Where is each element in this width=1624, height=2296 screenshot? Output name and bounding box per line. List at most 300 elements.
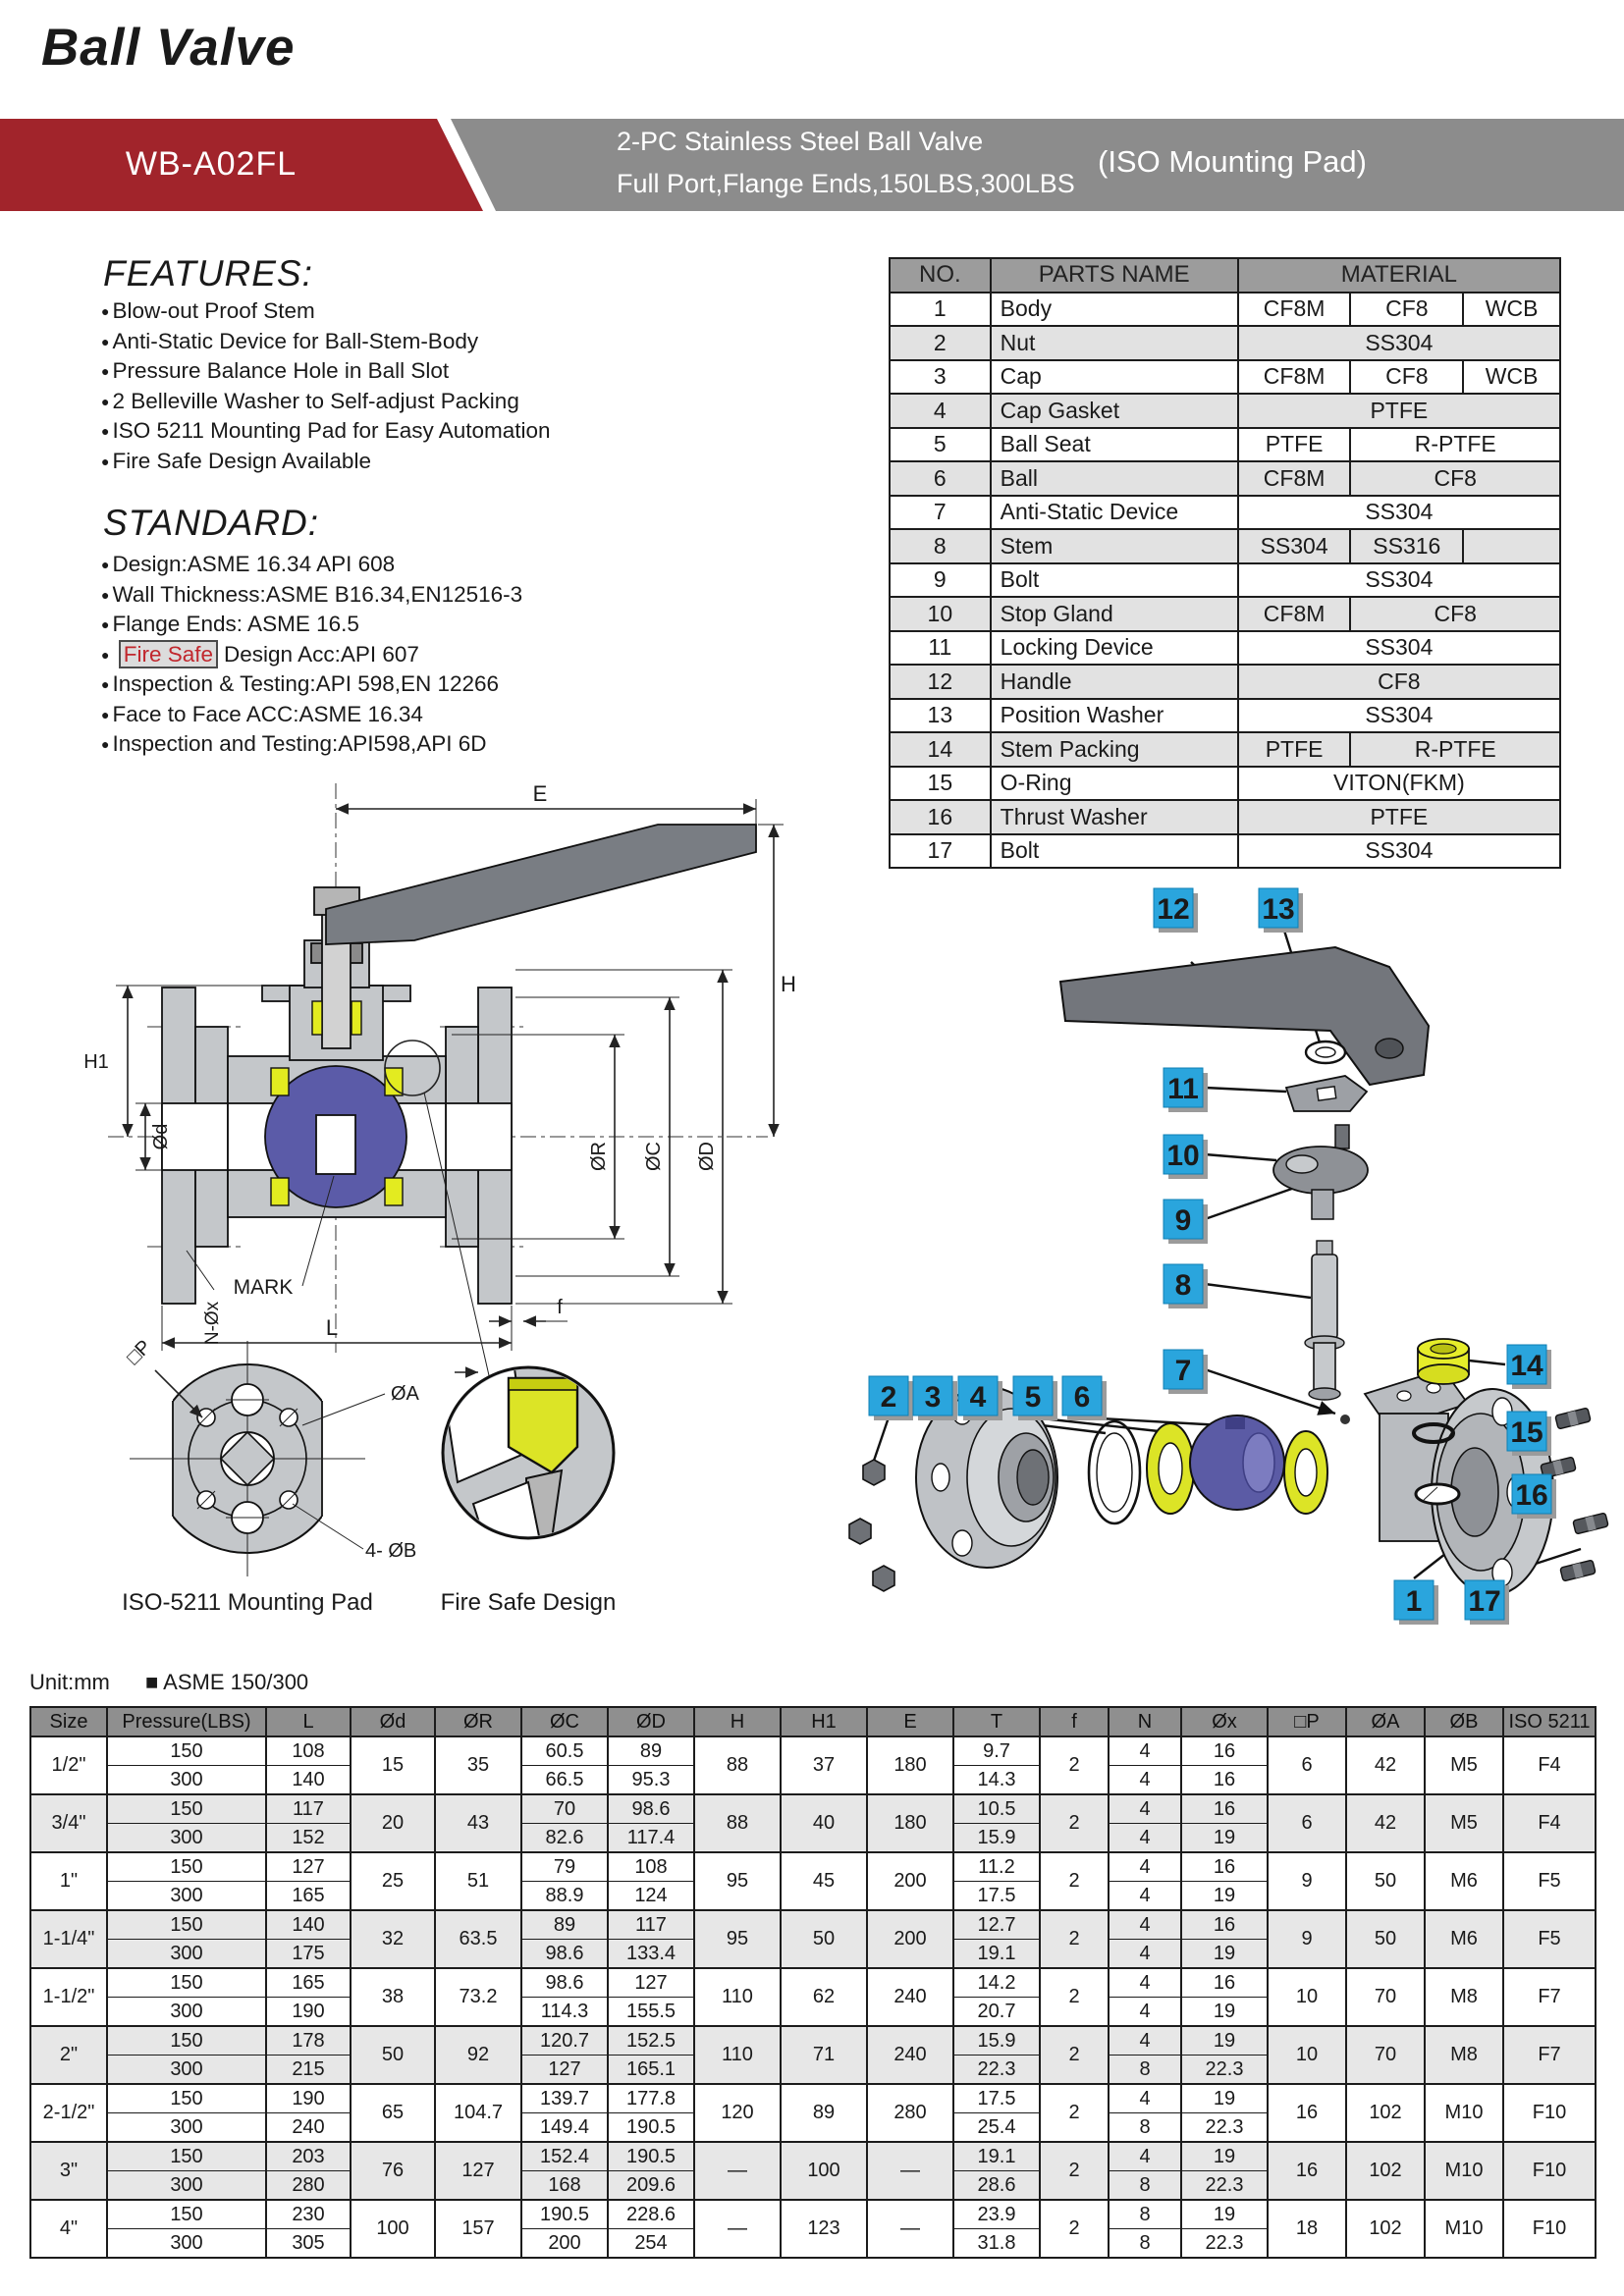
dim-cell: 127	[521, 2056, 608, 2085]
part-name: Ball Seat	[991, 428, 1238, 462]
svg-text:L: L	[325, 1315, 339, 1340]
dim-cell: 127	[435, 2142, 521, 2200]
dim-cell: 150	[107, 2200, 266, 2229]
parts-table-row	[890, 461, 1560, 496]
dim-cell: 152.4	[521, 2142, 608, 2171]
dim-cell: 20	[351, 1794, 435, 1852]
dim-row-150	[30, 1910, 1596, 1940]
dim-cell: 31.8	[953, 2229, 1040, 2259]
dim-cell: 150	[107, 2142, 266, 2171]
dim-cell: 150	[107, 1852, 266, 1882]
dim-cell: 89	[781, 2084, 867, 2142]
part-no: 9	[890, 563, 991, 598]
part-material: WCB	[1463, 293, 1560, 327]
dim-col-header: Pressure(LBS)	[107, 1707, 266, 1736]
tag-10	[1164, 1135, 1208, 1179]
dim-cell: 1-1/4"	[30, 1910, 107, 1968]
dim-col-header: Øx	[1181, 1707, 1268, 1736]
tag-7	[1164, 1350, 1208, 1394]
svg-text:H1: H1	[83, 1051, 109, 1073]
dim-cell: 127	[608, 1968, 694, 1998]
parts-table-row	[890, 800, 1560, 834]
svg-text:11: 11	[1167, 1073, 1199, 1105]
parts-table-row	[890, 699, 1560, 733]
dim-cell: —	[867, 2142, 953, 2200]
dim-cell: 180	[867, 1794, 953, 1852]
parts-table-header	[890, 258, 1560, 293]
parts-table-row	[890, 597, 1560, 631]
cap-gasket-part	[1089, 1421, 1140, 1523]
dim-cell: 150	[107, 2026, 266, 2056]
part-material	[1463, 529, 1560, 563]
part-no: 17	[890, 834, 991, 869]
standard-item-firesafe: ● Fire Safe Design Acc:API 607	[101, 640, 522, 670]
dim-cell: 35	[435, 1736, 521, 1794]
dim-row-150	[30, 2026, 1596, 2056]
part-material: SS304	[1238, 496, 1560, 530]
dim-cell: 4	[1109, 2026, 1181, 2056]
dim-cell: 66.5	[521, 1766, 608, 1795]
tag-5	[1013, 1376, 1057, 1420]
dim-cell: 110	[694, 2026, 781, 2084]
dim-cell: 2	[1040, 1968, 1109, 2026]
dim-cell: 305	[266, 2229, 351, 2259]
dim-cell: 25.4	[953, 2113, 1040, 2143]
dim-cell: 300	[107, 1998, 266, 2027]
dim-cell: 25	[351, 1852, 435, 1910]
svg-text:4: 4	[969, 1381, 987, 1414]
dim-cell: 42	[1346, 1736, 1425, 1794]
dim-cell: F10	[1503, 2142, 1596, 2200]
standard-item: ● Face to Face ACC:ASME 16.34	[101, 700, 522, 730]
part-name: Nut	[991, 326, 1238, 360]
part-name: Cap Gasket	[991, 394, 1238, 428]
svg-text:MARK: MARK	[233, 1276, 294, 1299]
parts-table-row	[890, 293, 1560, 327]
part-material: CF8M	[1238, 360, 1351, 395]
dim-cell: 15	[351, 1736, 435, 1794]
part-material: CF8M	[1238, 597, 1351, 631]
dim-cell: 4	[1109, 1794, 1181, 1824]
part-name: Position Washer	[991, 699, 1238, 733]
tag-6	[1062, 1376, 1107, 1420]
dim-cell: 19	[1181, 1824, 1268, 1853]
part-no: 6	[890, 461, 991, 496]
part-name: Anti-Static Device	[991, 496, 1238, 530]
parts-table-row	[890, 631, 1560, 666]
banner-description-line1: 2-PC Stainless Steel Ball Valve	[617, 127, 984, 156]
col-material: MATERIAL	[1238, 258, 1560, 293]
dim-cell: 110	[694, 1968, 781, 2026]
parts-table-row	[890, 563, 1560, 598]
col-no: NO.	[890, 258, 991, 293]
dim-cell: 19	[1181, 1998, 1268, 2027]
part-no: 1	[890, 293, 991, 327]
dim-cell: 6	[1268, 1736, 1346, 1794]
dim-cell: 1"	[30, 1852, 107, 1910]
parts-table-row	[890, 767, 1560, 801]
dim-cell: 8	[1109, 2113, 1181, 2143]
dim-cell: 150	[107, 2084, 266, 2113]
dim-cell: 82.6	[521, 1824, 608, 1853]
fire-safe-caption: Fire Safe Design	[440, 1589, 617, 1616]
dim-cell: 104.7	[435, 2084, 521, 2142]
dim-cell: 9	[1268, 1910, 1346, 1968]
dim-cell: 16	[1181, 1852, 1268, 1882]
dim-cell: 102	[1346, 2200, 1425, 2258]
dim-col-header: ØC	[521, 1707, 608, 1736]
part-no: 3	[890, 360, 991, 395]
dim-cell: M10	[1425, 2142, 1503, 2200]
dim-cell: 2	[1040, 2142, 1109, 2200]
part-material: SS304	[1238, 563, 1560, 598]
svg-text:14: 14	[1510, 1350, 1543, 1382]
dim-cell: 2	[1040, 2084, 1109, 2142]
dim-col-header: H1	[781, 1707, 867, 1736]
svg-text:6: 6	[1073, 1381, 1091, 1414]
dim-col-header: E	[867, 1707, 953, 1736]
dim-row-150	[30, 1968, 1596, 1998]
iso-5211-pad-drawing	[122, 1336, 419, 1616]
dim-cell: 230	[266, 2200, 351, 2229]
spec-label: ■ ASME 150/300	[145, 1670, 309, 1694]
banner-description-line2: Full Port,Flange Ends,150LBS,300LBS	[617, 169, 1075, 198]
svg-text:16: 16	[1515, 1479, 1548, 1512]
dim-cell: 117	[266, 1794, 351, 1824]
part-no: 2	[890, 326, 991, 360]
part-name: Ball	[991, 461, 1238, 496]
standard-item: ● Inspection & Testing:API 598,EN 12266	[101, 669, 522, 700]
ball-part	[1190, 1415, 1284, 1510]
part-material: SS304	[1238, 699, 1560, 733]
dim-cell: 190.5	[608, 2142, 694, 2171]
part-name: Stop Gland	[991, 597, 1238, 631]
dim-cell: 1/2"	[30, 1736, 107, 1794]
part-name: Locking Device	[991, 631, 1238, 666]
dim-cell: F10	[1503, 2084, 1596, 2142]
part-no: 8	[890, 529, 991, 563]
dim-cell: 240	[867, 1968, 953, 2026]
tag-15	[1507, 1412, 1551, 1456]
dim-cell: 16	[1181, 1766, 1268, 1795]
dim-cell: 65	[351, 2084, 435, 2142]
dim-cell: 50	[351, 2026, 435, 2084]
features-heading: FEATURES:	[103, 253, 313, 294]
dim-cell: 200	[867, 1852, 953, 1910]
tag-9	[1164, 1200, 1208, 1244]
dim-cell: M6	[1425, 1910, 1503, 1968]
dim-cell: 2	[1040, 1736, 1109, 1794]
svg-text:ØC: ØC	[643, 1142, 665, 1171]
feature-item: ● Blow-out Proof Stem	[101, 296, 551, 327]
svg-text:E: E	[532, 781, 548, 806]
stop-gland-part	[1273, 1125, 1368, 1219]
dim-col-header: ISO 5211	[1503, 1707, 1596, 1736]
part-no: 4	[890, 394, 991, 428]
ball-seat-part	[1147, 1423, 1194, 1514]
part-material: CF8	[1350, 293, 1463, 327]
part-name: Stem	[991, 529, 1238, 563]
dim-cell: M10	[1425, 2200, 1503, 2258]
dim-cell: 2	[1040, 1910, 1109, 1968]
dim-cell: 300	[107, 2229, 266, 2259]
svg-text:2: 2	[880, 1381, 897, 1414]
dim-cell: 95	[694, 1910, 781, 1968]
part-no: 13	[890, 699, 991, 733]
dim-cell: 200	[521, 2229, 608, 2259]
dim-cell: 43	[435, 1794, 521, 1852]
svg-text:□P: □P	[122, 1335, 156, 1369]
dim-cell: M6	[1425, 1852, 1503, 1910]
dim-cell: 19	[1181, 2200, 1268, 2229]
dim-row-150	[30, 1794, 1596, 1824]
parts-table-row	[890, 732, 1560, 767]
dim-cell: 157	[435, 2200, 521, 2258]
dim-cell: 98.6	[521, 1940, 608, 1969]
dim-cell: 19.1	[953, 1940, 1040, 1969]
feature-item: ● Anti-Static Device for Ball-Stem-Body	[101, 327, 551, 357]
part-material: PTFE	[1238, 800, 1560, 834]
part-material: VITON(FKM)	[1238, 767, 1560, 801]
parts-table-row	[890, 394, 1560, 428]
svg-text:9: 9	[1174, 1204, 1192, 1237]
standard-item: ● Design:ASME 16.34 API 608	[101, 550, 522, 580]
svg-text:17: 17	[1468, 1585, 1501, 1618]
svg-text:7: 7	[1174, 1355, 1192, 1387]
tag-17	[1465, 1580, 1509, 1625]
dim-cell: 4	[1109, 1852, 1181, 1882]
stem-part	[1305, 1241, 1344, 1400]
dim-cell: 108	[266, 1736, 351, 1766]
dim-cell: 2	[1040, 1794, 1109, 1852]
dim-cell: 1-1/2"	[30, 1968, 107, 2026]
dim-cell: 4	[1109, 1824, 1181, 1853]
dim-cell: 88	[694, 1794, 781, 1852]
dim-cell: 19	[1181, 1940, 1268, 1969]
dim-cell: 20.7	[953, 1998, 1040, 2027]
dim-cell: 140	[266, 1766, 351, 1795]
dim-cell: 63.5	[435, 1910, 521, 1968]
dim-col-header: ØA	[1346, 1707, 1425, 1736]
dim-cell: 73.2	[435, 1968, 521, 2026]
standard-heading: STANDARD:	[103, 503, 320, 543]
dim-cell: 4	[1109, 2142, 1181, 2171]
tag-16	[1512, 1474, 1556, 1519]
tag-11	[1164, 1068, 1208, 1112]
dim-cell: 150	[107, 1968, 266, 1998]
exploded-view-drawing	[815, 844, 1620, 1659]
dim-cell: 9.7	[953, 1736, 1040, 1766]
dim-cell: 42	[1346, 1794, 1425, 1852]
dim-cell: 209.6	[608, 2171, 694, 2201]
tag-13	[1259, 888, 1303, 933]
dim-cell: 70	[1346, 2026, 1425, 2084]
dim-cell: 114.3	[521, 1998, 608, 2027]
dim-cell: 38	[351, 1968, 435, 2026]
part-material: CF8	[1350, 597, 1560, 631]
dim-cell: 17.5	[953, 1882, 1040, 1911]
dim-cell: 2	[1040, 2026, 1109, 2084]
dim-cell: M5	[1425, 1794, 1503, 1852]
dim-cell: 108	[608, 1852, 694, 1882]
dim-cell: 117	[608, 1910, 694, 1940]
dim-cell: 37	[781, 1736, 867, 1794]
dim-col-header: Size	[30, 1707, 107, 1736]
dim-cell: 300	[107, 2171, 266, 2201]
svg-text:ØR: ØR	[588, 1142, 610, 1171]
part-material: SS304	[1238, 326, 1560, 360]
features-list	[101, 296, 551, 476]
dim-cell: 4	[1109, 1998, 1181, 2027]
dim-cell: 32	[351, 1910, 435, 1968]
dim-row-150	[30, 1736, 1596, 1766]
dim-cell: 300	[107, 2113, 266, 2143]
part-material: CF8M	[1238, 461, 1351, 496]
dim-cell: 300	[107, 2056, 266, 2085]
dim-cell: 120.7	[521, 2026, 608, 2056]
dim-cell: 79	[521, 1852, 608, 1882]
dim-col-header: ØB	[1425, 1707, 1503, 1736]
parts-table-row	[890, 529, 1560, 563]
svg-text:1: 1	[1405, 1585, 1423, 1618]
dim-cell: 178	[266, 2026, 351, 2056]
dim-cell: F7	[1503, 1968, 1596, 2026]
part-material: PTFE	[1238, 732, 1351, 767]
tag-3	[913, 1376, 957, 1420]
dim-cell: 98.6	[608, 1794, 694, 1824]
dim-col-header: Ød	[351, 1707, 435, 1736]
dim-cell: 88.9	[521, 1882, 608, 1911]
dim-cell: 8	[1109, 2171, 1181, 2201]
dim-cell: 2	[1040, 1852, 1109, 1910]
dim-cell: 28.6	[953, 2171, 1040, 2201]
dim-cell: 102	[1346, 2084, 1425, 2142]
dim-cell: 190.5	[521, 2200, 608, 2229]
dim-cell: 14.3	[953, 1766, 1040, 1795]
dim-cell: 240	[867, 2026, 953, 2084]
dim-col-header: T	[953, 1707, 1040, 1736]
dim-cell: 100	[351, 2200, 435, 2258]
dim-cell: 22.3	[1181, 2229, 1268, 2259]
thrust-washer-part	[1416, 1484, 1459, 1504]
dim-cell: 16	[1181, 1794, 1268, 1824]
part-no: 7	[890, 496, 991, 530]
dim-cell: M8	[1425, 1968, 1503, 2026]
standard-item: ● Inspection and Testing:API598,API 6D	[101, 729, 522, 760]
svg-text:ØD: ØD	[696, 1142, 718, 1171]
svg-text:Ød: Ød	[150, 1123, 172, 1150]
dim-cell: 4	[1109, 1882, 1181, 1911]
dim-cell: 4	[1109, 1968, 1181, 1998]
dim-cell: 22.3	[1181, 2056, 1268, 2085]
feature-item: ● Pressure Balance Hole in Ball Slot	[101, 356, 551, 387]
dim-cell: 228.6	[608, 2200, 694, 2229]
parts-material-table	[889, 257, 1561, 869]
valve-cross-section-drawing	[69, 744, 815, 1647]
dim-cell: 102	[1346, 2142, 1425, 2200]
dim-cell: —	[694, 2142, 781, 2200]
dim-cell: 89	[608, 1736, 694, 1766]
part-material: SS304	[1238, 631, 1560, 666]
dim-col-header: L	[266, 1707, 351, 1736]
dim-cell: 71	[781, 2026, 867, 2084]
dim-cell: 9	[1268, 1852, 1346, 1910]
tag-14	[1507, 1345, 1551, 1389]
part-no: 12	[890, 665, 991, 699]
part-material: CF8M	[1238, 293, 1351, 327]
part-no: 14	[890, 732, 991, 767]
svg-text:N-Øx: N-Øx	[202, 1301, 223, 1346]
product-banner	[0, 119, 1624, 211]
dim-cell: 22.3	[1181, 2171, 1268, 2201]
dim-cell: 150	[107, 1794, 266, 1824]
dim-cell: 16	[1268, 2084, 1346, 2142]
stem-packing-part	[1418, 1339, 1469, 1384]
part-name: Cap	[991, 360, 1238, 395]
dim-cell: 4	[1109, 2084, 1181, 2113]
dim-cell: 22.3	[953, 2056, 1040, 2085]
dim-cell: 165	[266, 1968, 351, 1998]
dim-cell: 240	[266, 2113, 351, 2143]
tag-4	[958, 1376, 1002, 1420]
dim-cell: M5	[1425, 1736, 1503, 1794]
dim-cell: 62	[781, 1968, 867, 2026]
dim-cell: 2-1/2"	[30, 2084, 107, 2142]
dim-cell: —	[867, 2200, 953, 2258]
dim-cell: 60.5	[521, 1736, 608, 1766]
dim-cell: 300	[107, 1824, 266, 1853]
dim-cell: 22.3	[1181, 2113, 1268, 2143]
ball-seat-part-2	[1284, 1431, 1327, 1514]
dim-cell: 149.4	[521, 2113, 608, 2143]
anti-static-part	[1340, 1415, 1350, 1424]
handle-part	[1060, 947, 1429, 1085]
dim-cell: 180	[867, 1736, 953, 1794]
dim-cell: 2"	[30, 2026, 107, 2084]
part-no: 15	[890, 767, 991, 801]
dim-cell: 123	[781, 2200, 867, 2258]
dim-row-150	[30, 2200, 1596, 2229]
locking-device-part	[1286, 1076, 1367, 1111]
dim-cell: 175	[266, 1940, 351, 1969]
dim-cell: 4	[1109, 1940, 1181, 1969]
svg-text:3: 3	[924, 1381, 942, 1414]
svg-text:10: 10	[1166, 1140, 1200, 1172]
dim-cell: F10	[1503, 2200, 1596, 2258]
dim-cell: 165	[266, 1882, 351, 1911]
tag-8	[1164, 1264, 1208, 1308]
dim-cell: 3"	[30, 2142, 107, 2200]
dim-cell: M8	[1425, 2026, 1503, 2084]
dim-cell: 140	[266, 1910, 351, 1940]
part-name: Stem Packing	[991, 732, 1238, 767]
dim-cell: 12.7	[953, 1910, 1040, 1940]
dim-cell: 117.4	[608, 1824, 694, 1853]
dim-cell: 8	[1109, 2229, 1181, 2259]
page-title: Ball Valve	[41, 19, 296, 77]
dim-cell: 95.3	[608, 1766, 694, 1795]
part-material: CF8	[1350, 360, 1463, 395]
dim-cell: 300	[107, 1882, 266, 1911]
dimension-table-header	[30, 1707, 1596, 1736]
svg-text:5: 5	[1024, 1381, 1042, 1414]
dim-cell: 45	[781, 1852, 867, 1910]
nut-parts	[849, 1460, 894, 1591]
dim-col-header: H	[694, 1707, 781, 1736]
part-material: CF8	[1350, 461, 1560, 496]
part-material: SS304	[1238, 529, 1351, 563]
dim-cell: 40	[781, 1794, 867, 1852]
